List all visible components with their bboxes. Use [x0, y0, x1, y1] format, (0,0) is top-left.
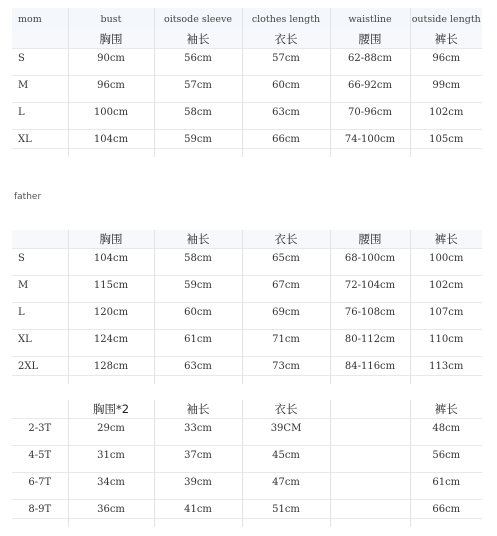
table-row	[12, 500, 482, 519]
value-cell: 60cm	[154, 303, 242, 322]
value-cell: 67cm	[242, 276, 330, 295]
table-row	[12, 130, 482, 149]
header-sleeve: oitsode sleeve	[154, 8, 242, 30]
size-cell: 6-7T	[12, 473, 68, 492]
value-cell: 105cm	[410, 130, 482, 149]
zh-header-cell: 腰围	[330, 230, 410, 249]
value-cell: 104cm	[68, 130, 154, 149]
value-cell: 120cm	[68, 303, 154, 322]
value-cell	[330, 419, 410, 438]
value-cell: 69cm	[242, 303, 330, 322]
value-cell: 66cm	[242, 130, 330, 149]
value-cell: 80-112cm	[330, 330, 410, 349]
zh-header-cell: 胸围	[68, 30, 154, 49]
zh-header-cell: 袖长	[154, 30, 242, 49]
value-cell: 51cm	[242, 500, 330, 519]
size-cell: XL	[12, 330, 68, 349]
header-clothes-length: clothes length	[242, 8, 330, 30]
table-row	[12, 276, 482, 295]
value-cell: 57cm	[154, 76, 242, 95]
zh-header-cell: 袖长	[154, 400, 242, 419]
mom-header-zh-row	[12, 30, 482, 49]
table-row	[12, 473, 482, 492]
value-cell: 96cm	[68, 76, 154, 95]
size-cell: 4-5T	[12, 446, 68, 465]
mom-size-table	[12, 8, 482, 157]
zh-header-cell: 袖长	[154, 230, 242, 249]
value-cell: 37cm	[154, 446, 242, 465]
zh-header-cell: 裤长	[410, 230, 482, 249]
value-cell: 36cm	[68, 500, 154, 519]
value-cell: 72-104cm	[330, 276, 410, 295]
size-cell: 8-9T	[12, 500, 68, 519]
size-cell: L	[12, 303, 68, 322]
father-header-zh-row	[12, 230, 482, 249]
value-cell	[330, 473, 410, 492]
value-cell: 113cm	[410, 357, 482, 376]
size-cell: S	[12, 249, 68, 268]
table-row	[12, 303, 482, 322]
size-cell: XL	[12, 130, 68, 149]
mom-header-label: mom	[12, 8, 68, 30]
table-row	[12, 49, 482, 68]
value-cell: 84-116cm	[330, 357, 410, 376]
value-cell: 66-92cm	[330, 76, 410, 95]
value-cell: 74-100cm	[330, 130, 410, 149]
table-row	[12, 249, 482, 268]
value-cell: 39CM	[242, 419, 330, 438]
size-cell: 2XL	[12, 357, 68, 376]
value-cell: 33cm	[154, 419, 242, 438]
value-cell: 65cm	[242, 249, 330, 268]
header-bust: bust	[68, 8, 154, 30]
value-cell: 62-88cm	[330, 49, 410, 68]
zh-header-cell: 裤长	[410, 400, 482, 419]
value-cell: 45cm	[242, 446, 330, 465]
zh-header-cell: 裤长	[410, 30, 482, 49]
value-cell: 128cm	[68, 357, 154, 376]
table-row	[12, 76, 482, 95]
zh-header-cell	[330, 400, 410, 419]
value-cell: 56cm	[410, 446, 482, 465]
value-cell: 41cm	[154, 500, 242, 519]
value-cell: 102cm	[410, 103, 482, 122]
value-cell: 59cm	[154, 130, 242, 149]
size-cell: L	[12, 103, 68, 122]
zh-header-cell: 胸围*2	[68, 400, 154, 419]
size-cell: M	[12, 276, 68, 295]
value-cell: 61cm	[410, 473, 482, 492]
value-cell: 100cm	[410, 249, 482, 268]
zh-header-cell: 胸围	[68, 230, 154, 249]
zh-header-cell	[12, 400, 68, 419]
mom-header-row	[12, 8, 482, 30]
size-cell: 2-3T	[12, 419, 68, 438]
value-cell: 66cm	[410, 500, 482, 519]
value-cell: 59cm	[154, 276, 242, 295]
value-cell: 48cm	[410, 419, 482, 438]
value-cell: 39cm	[154, 473, 242, 492]
value-cell: 31cm	[68, 446, 154, 465]
value-cell: 57cm	[242, 49, 330, 68]
value-cell: 71cm	[242, 330, 330, 349]
value-cell: 100cm	[68, 103, 154, 122]
father-size-table	[12, 230, 482, 384]
value-cell: 70-96cm	[330, 103, 410, 122]
value-cell	[330, 446, 410, 465]
value-cell: 104cm	[68, 249, 154, 268]
table-row	[12, 103, 482, 122]
value-cell: 96cm	[410, 49, 482, 68]
size-cell: S	[12, 49, 68, 68]
zh-header-cell	[12, 230, 68, 249]
value-cell: 47cm	[242, 473, 330, 492]
value-cell: 34cm	[68, 473, 154, 492]
value-cell: 115cm	[68, 276, 154, 295]
zh-header-cell: 衣长	[242, 400, 330, 419]
value-cell: 63cm	[242, 103, 330, 122]
value-cell: 58cm	[154, 249, 242, 268]
value-cell	[330, 500, 410, 519]
value-cell: 29cm	[68, 419, 154, 438]
value-cell: 76-108cm	[330, 303, 410, 322]
value-cell: 102cm	[410, 276, 482, 295]
father-label: father	[14, 192, 42, 202]
kids-size-table	[12, 400, 482, 527]
value-cell: 99cm	[410, 76, 482, 95]
header-waistline: waistline	[330, 8, 410, 30]
value-cell: 63cm	[154, 357, 242, 376]
header-outside-length: outside length	[410, 8, 482, 30]
value-cell: 124cm	[68, 330, 154, 349]
zh-header-cell: 腰围	[330, 30, 410, 49]
table-row	[12, 446, 482, 465]
kids-header-zh-row	[12, 400, 482, 419]
value-cell: 110cm	[410, 330, 482, 349]
value-cell: 73cm	[242, 357, 330, 376]
size-cell: M	[12, 76, 68, 95]
value-cell: 90cm	[68, 49, 154, 68]
value-cell: 58cm	[154, 103, 242, 122]
value-cell: 68-100cm	[330, 249, 410, 268]
value-cell: 107cm	[410, 303, 482, 322]
value-cell: 61cm	[154, 330, 242, 349]
value-cell: 60cm	[242, 76, 330, 95]
table-row	[12, 357, 482, 376]
table-row	[12, 419, 482, 438]
zh-header-cell: 衣长	[242, 230, 330, 249]
value-cell: 56cm	[154, 49, 242, 68]
zh-header-cell	[12, 30, 68, 49]
table-row	[12, 330, 482, 349]
zh-header-cell: 衣长	[242, 30, 330, 49]
